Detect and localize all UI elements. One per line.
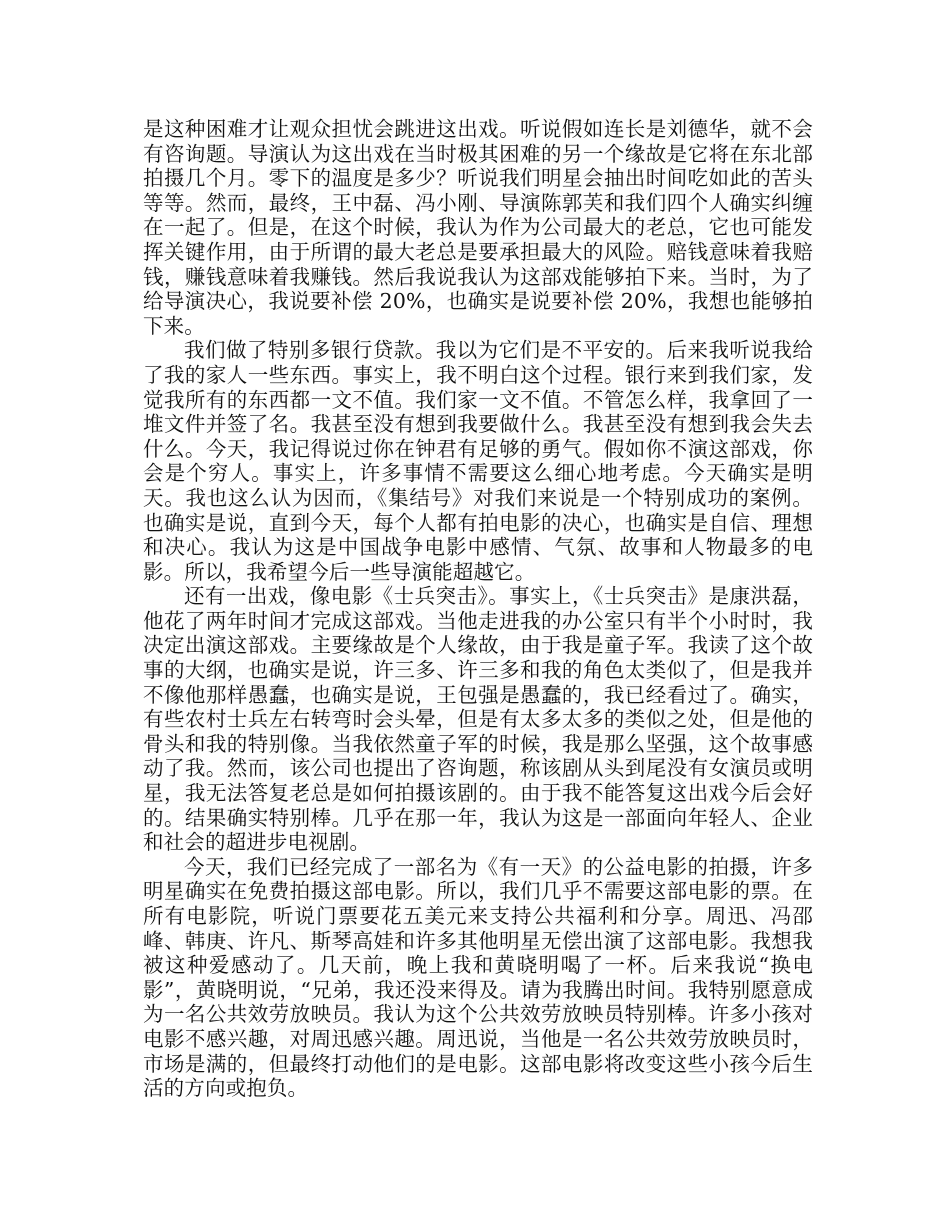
paragraph-1: 是这种困难才让观众担忧会跳进这出戏。听说假如连长是刘德华，就不会有咨询题。导演认为这出戏在当时极其困难的另一个缘故是它将在东北部拍摄几个月。零下的温度是多少？听说我们明星会抽出时间吃如此的苦头等等。然而，最终，王中磊、冯小刚、导演陈郭芙和我们四个人确实纠缠在一起了。但是，在这个时候，我认为作为公司最大的老总，它也可能发挥关键作用，由于所谓的最大老总是要承担最大的风险。赔钱意味着我赔钱，赚钱意味着我赚钱。然后我说我认为这部戏能够拍下来。当时，为了给导演决心，我说要补偿 20%，也确实是说要补偿 20%，我想也能够拍下来。 (143, 117, 813, 338)
paragraph-4: 今天，我们已经完成了一部名为《有一天》的公益电影的拍摄，许多明星确实在免费拍摄这部电影。所以，我们几乎不需要这部电影的票。在所有电影院，听说门票要花五美元来支持公共福利和分享。周迅、冯邵峰、韩庚、许凡、斯琴高娃和许多其他明星无偿出演了这部电影。我想我被这种爱感动了。几天前，晚上我和黄晓明喝了一杯。后来我说“换电影”，黄晓明说，“兄弟，我还没来得及。请为我腾出时间。我特别愿意成为一名公共效劳放映员。我认为这个公共效劳放映员特别棒。许多小孩对电影不感兴趣，对周迅感兴趣。周迅说，当他是一名公共效劳放映员时，市场是满的，但最终打动他们的是电影。这部电影将改变这些小孩今后生活的方向或抱负。 (143, 854, 813, 1101)
paragraph-2: 我们做了特别多银行贷款。我以为它们是不平安的。后来我听说我给了我的家人一些东西。事实上，我不明白这个过程。银行来到我们家，发觉我所有的东西都一文不值。我们家一文不值。不管怎么样，我拿回了一堆文件并签了名。我甚至没有想到我要做什么。我甚至没有想到我会失去什么。今天，我记得说过你在钟君有足够的勇气。假如你不演这部戏，你会是个穷人。事实上，许多事情不需要这么细心地考虑。今天确实是明天。我也这么认为因而，《集结号》对我们来说是一个特别成功的案例。也确实是说，直到今天，每个人都有拍电影的决心，也确实是自信、理想和决心。我认为这是中国战争电影中感情、气氛、故事和人物最多的电影。所以，我希望今后一些导演能超越它。 (143, 338, 813, 584)
paragraph-3: 还有一出戏，像电影《士兵突击》。事实上，《士兵突击》是康洪磊，他花了两年时间才完成这部戏。当他走进我的办公室只有半个小时时，我决定出演这部戏。主要缘故是个人缘故，由于我是童子军。我读了这个故事的大纲，也确实是说，许三多、许三多和我的角色太类似了，但是我并不像他那样愚蠢，也确实是说，王包强是愚蠢的，我已经看过了。确实，有些农村士兵左右转弯时会头晕，但是有太多太多的类似之处，但是他的骨头和我的特别像。当我依然童子军的时候，我是那么坚强，这个故事感动了我。然而，该公司也提出了咨询题，称该剧从头到尾没有女演员或明星，我无法答复老总是如何拍摄该剧的。由于我不能答复这出戏今后会好的。结果确实特别棒。几乎在那一年，我认为这是一部面向年轻人、企业和社会的超进步电视剧。 (143, 584, 813, 855)
document-body (143, 117, 813, 1101)
